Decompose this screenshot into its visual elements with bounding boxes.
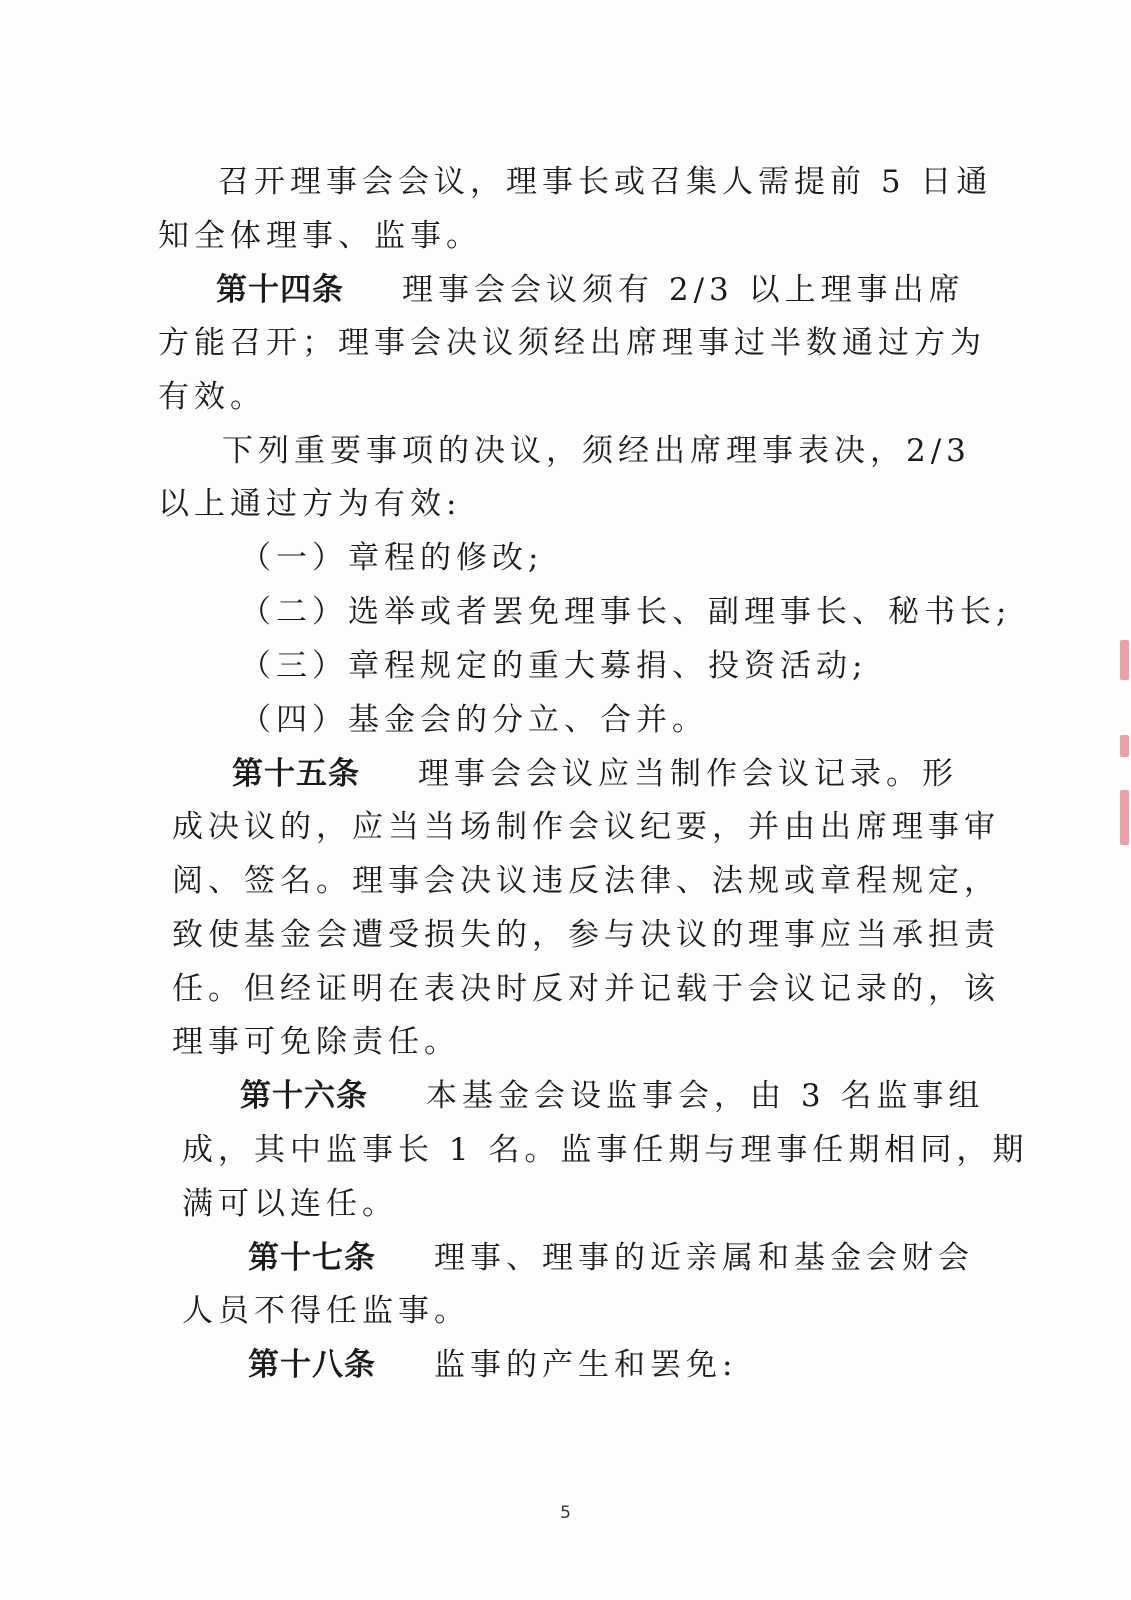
text-line — [158, 323, 986, 363]
article-line — [216, 270, 965, 310]
article-heading: 第十八条 — [248, 1347, 376, 1383]
line-text: 以上通过方为有效: — [158, 486, 462, 522]
article-heading: 第十六条 — [240, 1078, 368, 1114]
text-line — [182, 1130, 1028, 1170]
line-text: 理事可免除责任。 — [172, 1024, 460, 1060]
text-line — [158, 216, 482, 256]
text-line — [240, 700, 708, 740]
article-heading: 第十五条 — [232, 756, 360, 792]
text-line — [182, 1184, 398, 1224]
line-text: 任。但经证明在表决时反对并记载于会议记录的，该 — [172, 971, 1000, 1007]
line-text: 有效。 — [158, 379, 266, 415]
line-text: 致使基金会遭受损失的，参与决议的理事应当承担责 — [172, 917, 1000, 953]
article-line — [240, 1076, 984, 1116]
seal-stamp-fragment — [1118, 640, 1131, 850]
page-number: 5 — [560, 1503, 571, 1523]
text-line — [240, 646, 867, 686]
article-line — [232, 754, 958, 794]
line-text: 满可以连任。 — [182, 1186, 398, 1222]
line-text: 召开理事会会议，理事长或召集人需提前 5 日通 — [218, 164, 993, 200]
line-text: （二）选举或者罢免理事长、副理事长、秘书长; — [240, 594, 1012, 630]
text-line — [240, 592, 1011, 632]
text-line — [182, 1291, 470, 1331]
article-heading: 第十七条 — [248, 1240, 376, 1276]
article-heading: 第十四条 — [216, 272, 344, 308]
line-text: 理事、理事的近亲属和基金会财会 — [434, 1240, 974, 1276]
text-line — [158, 377, 266, 417]
text-line — [240, 538, 543, 578]
text-line — [172, 861, 1000, 901]
line-text: （三）章程规定的重大募捐、投资活动; — [240, 648, 868, 684]
article-line — [248, 1238, 974, 1278]
line-text: 下列重要事项的决议，须经出席理事表决，2/3 — [222, 433, 971, 469]
text-line — [158, 484, 461, 524]
line-text: （一）章程的修改; — [240, 540, 544, 576]
text-line — [172, 1022, 460, 1062]
article-line — [248, 1345, 737, 1385]
line-text: 本基金会设监事会，由 3 名监事组 — [426, 1078, 985, 1114]
text-line — [222, 431, 971, 471]
line-text: 知全体理事、监事。 — [158, 218, 482, 254]
line-text: 理事会会议应当制作会议记录。形 — [418, 756, 958, 792]
text-line — [218, 162, 992, 202]
line-text: 方能召开；理事会决议须经出席理事过半数通过方为 — [158, 325, 986, 361]
text-line — [172, 969, 1000, 1009]
text-line — [172, 915, 1000, 955]
line-text: 监事的产生和罢免: — [434, 1347, 738, 1383]
line-text: 人员不得任监事。 — [182, 1293, 470, 1329]
line-text: 阅、签名。理事会决议违反法律、法规或章程规定， — [172, 863, 1000, 899]
line-text: （四）基金会的分立、合并。 — [240, 702, 708, 738]
line-text: 成，其中监事长 1 名。监事任期与理事任期相同，期 — [182, 1132, 1029, 1168]
text-line — [172, 807, 1000, 847]
line-text: 理事会会议须有 2/3 以上理事出席 — [402, 272, 965, 308]
line-text: 成决议的，应当当场制作会议纪要，并由出席理事审 — [172, 809, 1000, 845]
